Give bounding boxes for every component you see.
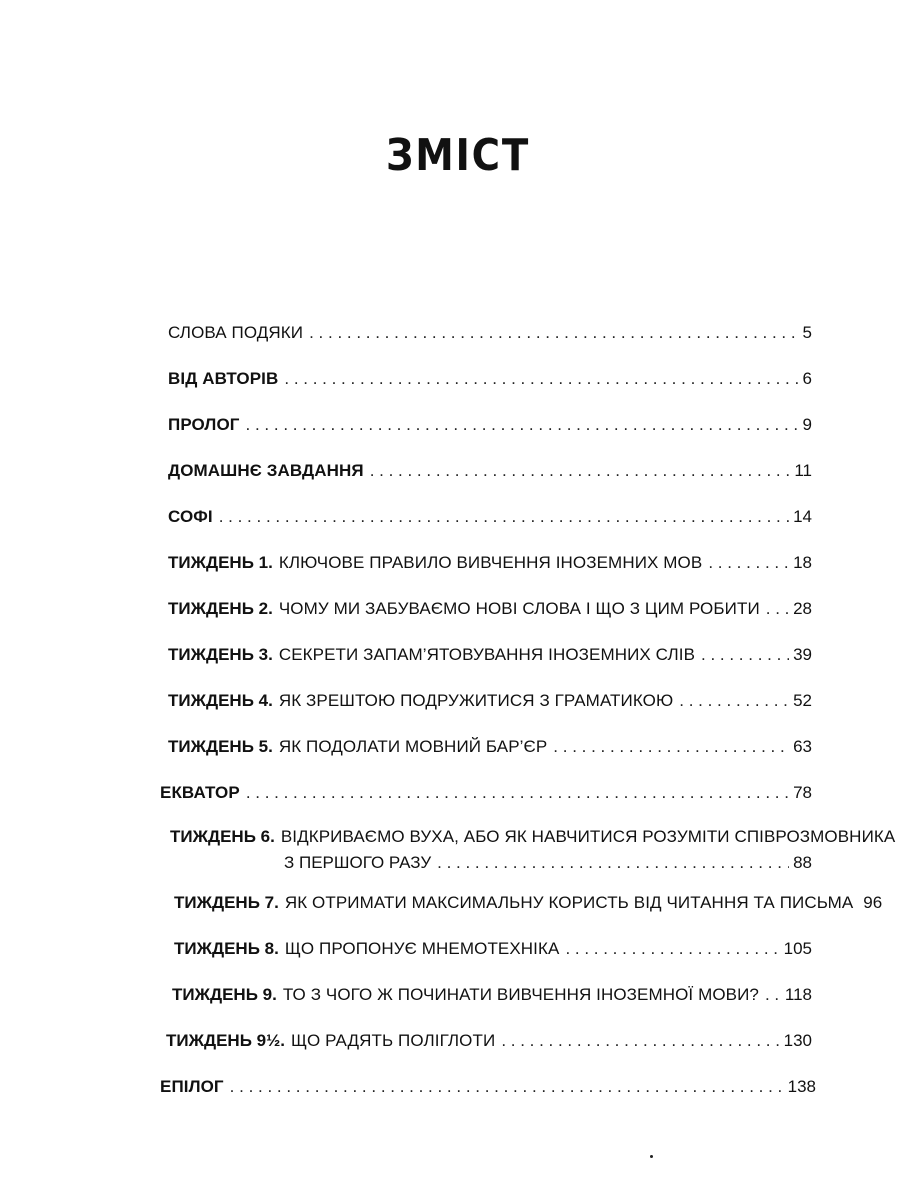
toc-page-number: 138 (787, 1077, 816, 1096)
toc-entry-label: ПРОЛОГ (168, 415, 240, 434)
toc-entry-label: ЯК ПОДОЛАТИ МОВНИЙ БАР’ЄР (278, 737, 548, 756)
toc-page-number: 96 (863, 893, 883, 912)
toc-entry-label: ЧОМУ МИ ЗАБУВАЄМО НОВІ СЛОВА І ЩО З ЦИМ РОБИТИ (278, 599, 760, 618)
toc-entry-label: ВІДКРИВАЄМО ВУХА, АБО ЯК НАВЧИТИСЯ РОЗУМІТИ СПІВРОЗМОВНИКА (280, 827, 896, 846)
toc-entry-label: СЕКРЕТИ ЗАПАМ’ЯТОВУВАННЯ ІНОЗЕМНИХ СЛІВ (278, 645, 696, 664)
toc-page-number: 105 (783, 939, 812, 958)
toc-entry (0, 732, 916, 766)
toc-entry-label: СОФІ (168, 507, 213, 526)
toc-week-label: ТИЖДЕНЬ 4. (168, 691, 273, 710)
dot-leader (230, 1072, 784, 1102)
toc-entry (0, 888, 916, 922)
toc-entry-label: ЕПІЛОГ (160, 1077, 224, 1096)
dot-leader (766, 594, 789, 624)
page-title: ЗМІСТ (385, 130, 531, 181)
toc-page-number: 63 (793, 737, 812, 756)
toc-week-label: ТИЖДЕНЬ 1. (168, 553, 273, 572)
toc-entry (0, 410, 916, 444)
toc-entry (0, 1026, 916, 1060)
dot-leader (553, 732, 789, 762)
toc-entry-label: ЯК ОТРИМАТИ МАКСИМАЛЬНУ КОРИСТЬ ВІД ЧИТАННЯ ТА ПИСЬМА (284, 893, 854, 912)
toc-week-label: ТИЖДЕНЬ 3. (168, 645, 273, 664)
dot-leader (765, 980, 781, 1010)
dot-leader (679, 686, 789, 716)
toc-entry-label: ЩО ПРОПОНУЄ МНЕМОТЕХНІКА (284, 939, 560, 958)
toc-entry-label: ЩО РАДЯТЬ ПОЛІГЛОТИ (291, 1031, 496, 1050)
toc-entry-label: ВІД АВТОРІВ (168, 369, 279, 388)
toc-entry-label: ЯК ЗРЕШТОЮ ПОДРУЖИТИСЯ З ГРАМАТИКОЮ (278, 691, 674, 710)
toc-entry-label: ЕКВАТОР (160, 783, 240, 802)
dot-leader (701, 640, 789, 670)
toc-week-label: ТИЖДЕНЬ 9½. (166, 1031, 285, 1050)
toc-entry (0, 778, 916, 812)
dot-leader (219, 502, 789, 532)
toc-week-label: ТИЖДЕНЬ 9. (172, 985, 277, 1004)
dot-leader (246, 410, 799, 440)
toc-page-number: 52 (793, 691, 812, 710)
toc-page-number: 88 (793, 853, 812, 872)
toc-page-number: 130 (783, 1031, 812, 1050)
toc-page-number: 18 (793, 553, 812, 572)
toc-page-number: 28 (793, 599, 812, 618)
toc-page-number: 5 (802, 323, 812, 342)
toc-entry (0, 640, 916, 674)
toc-page-number: 39 (793, 645, 812, 664)
toc-entry-label: ТО З ЧОГО Ж ПОЧИНАТИ ВИВЧЕННЯ ІНОЗЕМНОЇ МОВИ? (282, 985, 759, 1004)
dot-leader (565, 934, 779, 964)
toc-page-number: 14 (793, 507, 812, 526)
toc-week-label: ТИЖДЕНЬ 7. (174, 893, 279, 912)
toc-week-label: ТИЖДЕНЬ 5. (168, 737, 273, 756)
toc-entry (0, 364, 916, 398)
dot-leader (501, 1026, 779, 1056)
dot-leader (284, 364, 798, 394)
toc-page-number: 6 (802, 369, 812, 388)
toc-page-number: 78 (793, 783, 812, 802)
toc-entry (0, 456, 916, 490)
toc-entry (0, 594, 916, 628)
toc-entry (0, 318, 916, 352)
toc-week-label: ТИЖДЕНЬ 6. (170, 827, 275, 846)
dot-leader (437, 848, 789, 878)
toc-entry-label-continued: З ПЕРШОГО РАЗУ (284, 853, 432, 872)
toc-entry-label: СЛОВА ПОДЯКИ (168, 323, 304, 342)
toc-entry (0, 934, 916, 968)
toc-week-label: ТИЖДЕНЬ 2. (168, 599, 273, 618)
toc-entry-label: ДОМАШНЄ ЗАВДАННЯ (168, 461, 364, 480)
toc-page-number: 118 (784, 985, 812, 1004)
toc-entry (0, 822, 916, 882)
toc-page-number: 9 (802, 415, 812, 434)
dot-leader (708, 548, 789, 578)
toc-entry-label: КЛЮЧОВЕ ПРАВИЛО ВИВЧЕННЯ ІНОЗЕМНИХ МОВ (278, 553, 703, 572)
dot-leader (246, 778, 789, 808)
toc-entry (0, 548, 916, 582)
toc-entry (0, 686, 916, 720)
dot-leader (309, 318, 798, 348)
toc-page-number: 11 (794, 461, 812, 480)
toc-week-label: ТИЖДЕНЬ 8. (174, 939, 279, 958)
dot-leader (370, 456, 791, 486)
toc-entry (0, 1072, 916, 1106)
toc-entry (0, 502, 916, 536)
page-speck (650, 1155, 653, 1158)
toc-entry (0, 980, 916, 1014)
